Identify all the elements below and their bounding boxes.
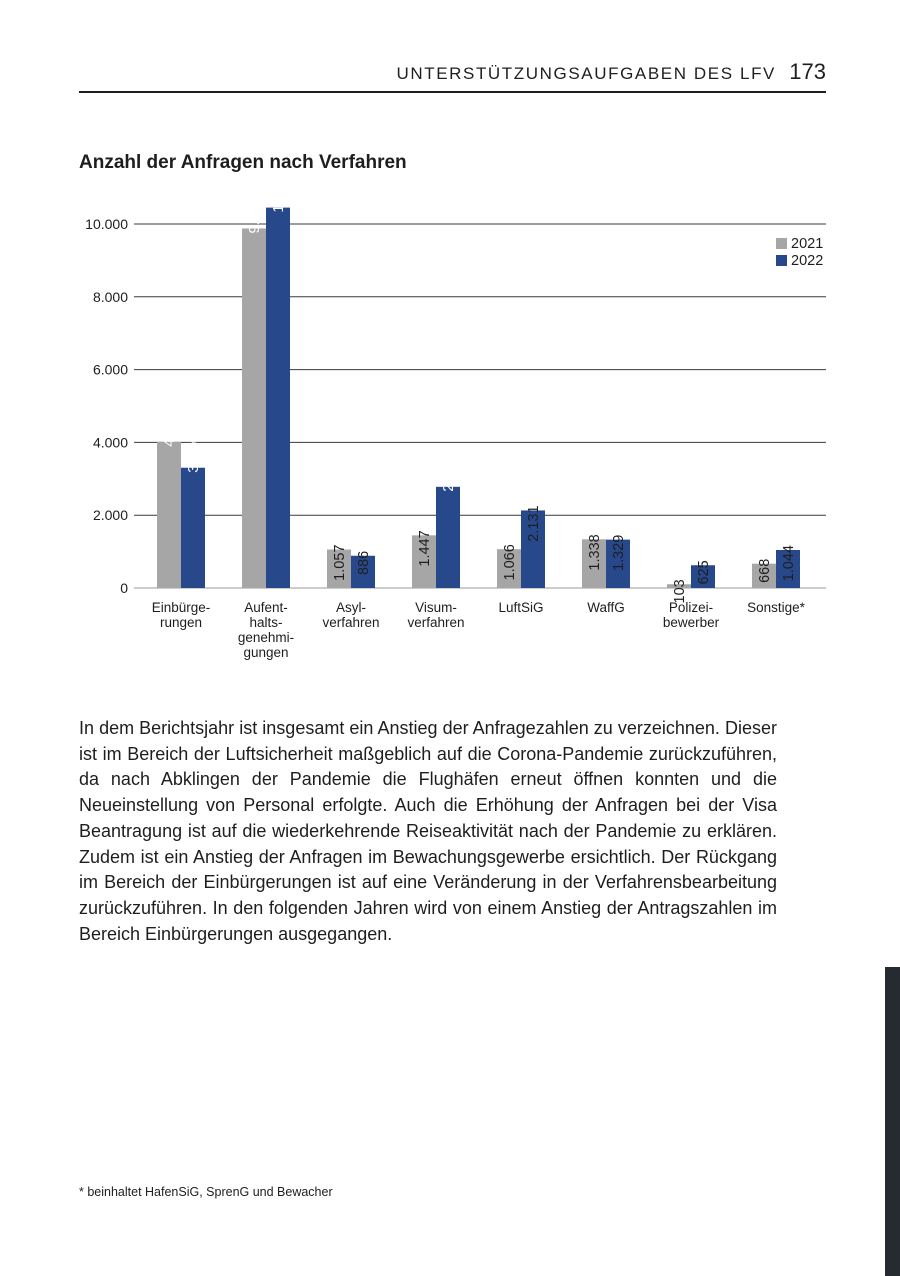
data-label: 10.451 [271, 168, 287, 213]
x-category-label: gungen [243, 645, 289, 660]
data-label: 103 [672, 579, 688, 604]
data-label: 668 [757, 558, 773, 583]
y-tick-label: 2.000 [92, 507, 128, 524]
data-label: 1.447 [417, 530, 433, 567]
x-category-label: WaffG [587, 600, 625, 615]
bar-2021 [157, 442, 181, 588]
data-label: 4.018 [162, 410, 178, 447]
chart-title: Anzahl der Anfragen nach Verfahren [79, 152, 407, 173]
x-category-label: LuftSiG [498, 600, 544, 615]
y-tick-label: 10.000 [85, 216, 128, 232]
x-category-label: Visum- [415, 600, 457, 615]
x-category-label: halts- [249, 615, 283, 630]
body-paragraph: In dem Berichtsjahr ist insgesamt ein Anstieg der Anfragezahlen zu verzeichnen. Dieser ist im Bereich der Luftsicherheit maßgeblich auf die Corona-Pandemie zurückzuführen, da nach Abklingen der Pandemie die Flughäfen erneut öffnen konnten und die Neueinstellung von Personal erfolgte. Auch die Erhöhung der Anfragen bei der Visa Beantragung ist auf die wiederkehrende Reiseaktivität nach der Pandemie zu erklären. Zudem ist ein Anstieg der Anfragen im Bewachungsgewerbe ersichtlich. Der Rückgang im Bereich der Einbürgerungen ist auf eine Veränderung in der Verfahrensbearbeitung zurückzuführen. In den folgenden Jahren wird von einem Anstieg der Antragszahlen im Bereich Einbürgerungen ausgegangen. [79, 718, 777, 944]
data-label: 625 [696, 560, 712, 585]
page-number: 173 [789, 59, 826, 84]
legend-label: 2022 [791, 253, 824, 269]
chapter-side-tab [885, 967, 900, 1276]
y-tick-label: 8.000 [92, 288, 128, 305]
x-category-label: Sonstige* [747, 600, 805, 615]
running-title: UNTERSTÜTZUNGSAUFGABEN DES LFV [396, 64, 776, 83]
data-label: 2.131 [526, 505, 542, 542]
x-category-label: Einbürge- [151, 600, 211, 615]
x-category-label: bewerber [662, 615, 720, 630]
data-label: 1.338 [587, 534, 603, 571]
x-category-label: verfahren [407, 615, 465, 630]
data-label: 1.066 [502, 544, 518, 581]
bar-2021 [242, 228, 266, 588]
data-label: 1.044 [781, 544, 797, 582]
data-label: 1.329 [611, 534, 627, 571]
x-category-label: Asyl- [336, 600, 366, 615]
x-category-label: verfahren [322, 615, 380, 630]
x-category-label: genehmi- [237, 630, 295, 645]
data-label: 3.304 [186, 436, 202, 473]
y-tick-label: 4.000 [92, 434, 128, 451]
data-label: 1.057 [332, 544, 348, 581]
x-category-label: Aufent- [244, 600, 288, 615]
footnote: * beinhaltet HafenSiG, SprenG und Bewacher [79, 1185, 333, 1199]
data-label: 2.780 [441, 455, 457, 492]
y-tick-label: 0 [120, 580, 128, 596]
data-label: 9.878 [247, 197, 263, 234]
bar-2022 [266, 208, 290, 588]
x-category-label: Polizei- [668, 600, 714, 615]
bar-2022 [436, 487, 460, 588]
y-tick-label: 6.000 [92, 361, 128, 378]
legend-swatch [776, 255, 787, 266]
bar-2022 [181, 468, 205, 588]
legend-swatch [776, 238, 787, 249]
legend-label: 2021 [791, 236, 824, 252]
x-category-label: rungen [159, 615, 203, 630]
data-label: 886 [356, 550, 372, 575]
